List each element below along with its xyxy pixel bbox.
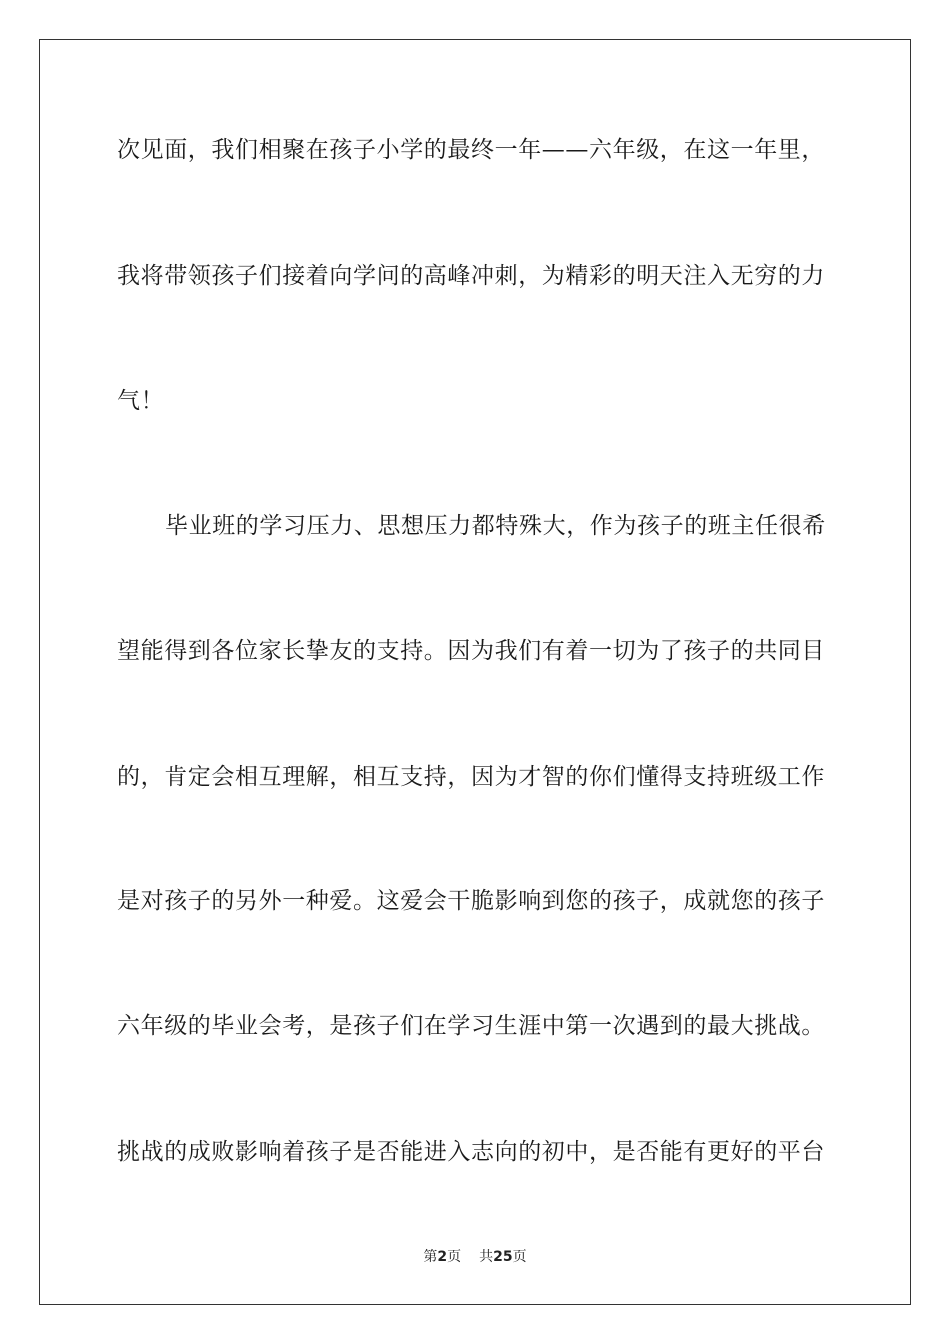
body-line-7: 是对孩子的另外一种爱。这爱会干脆影响到您的孩子，成就您的孩子 <box>117 888 825 914</box>
page-suffix: 页 <box>447 1249 462 1265</box>
total-prefix: 共 <box>479 1249 494 1265</box>
total-pages: 25 <box>493 1249 513 1265</box>
total-suffix: 页 <box>512 1249 527 1265</box>
page-footer <box>0 1246 950 1266</box>
body-line-8: 六年级的毕业会考，是孩子们在学习生涯中第一次遇到的最大挑战。 <box>117 1013 825 1039</box>
body-line-4: 毕业班的学习压力、思想压力都特殊大，作为孩子的班主任很希 <box>165 513 826 539</box>
body-line-9: 挑战的成败影响着孩子是否能进入志向的初中，是否能有更好的平台 <box>117 1139 825 1165</box>
body-line-3: 气！ <box>117 388 165 414</box>
body-line-5: 望能得到各位家长挚友的支持。因为我们有着一切为了孩子的共同目 <box>117 638 825 664</box>
page-number: 2 <box>437 1249 448 1265</box>
body-line-1: 次见面，我们相聚在孩子小学的最终一年——六年级，在这一年里， <box>117 137 825 163</box>
page-prefix: 第 <box>423 1249 438 1265</box>
body-line-6: 的，肯定会相互理解，相互支持，因为才智的你们懂得支持班级工作 <box>117 764 825 790</box>
page-border <box>39 39 911 1305</box>
body-line-2: 我将带领孩子们接着向学问的高峰冲刺，为精彩的明天注入无穷的力 <box>117 263 825 289</box>
